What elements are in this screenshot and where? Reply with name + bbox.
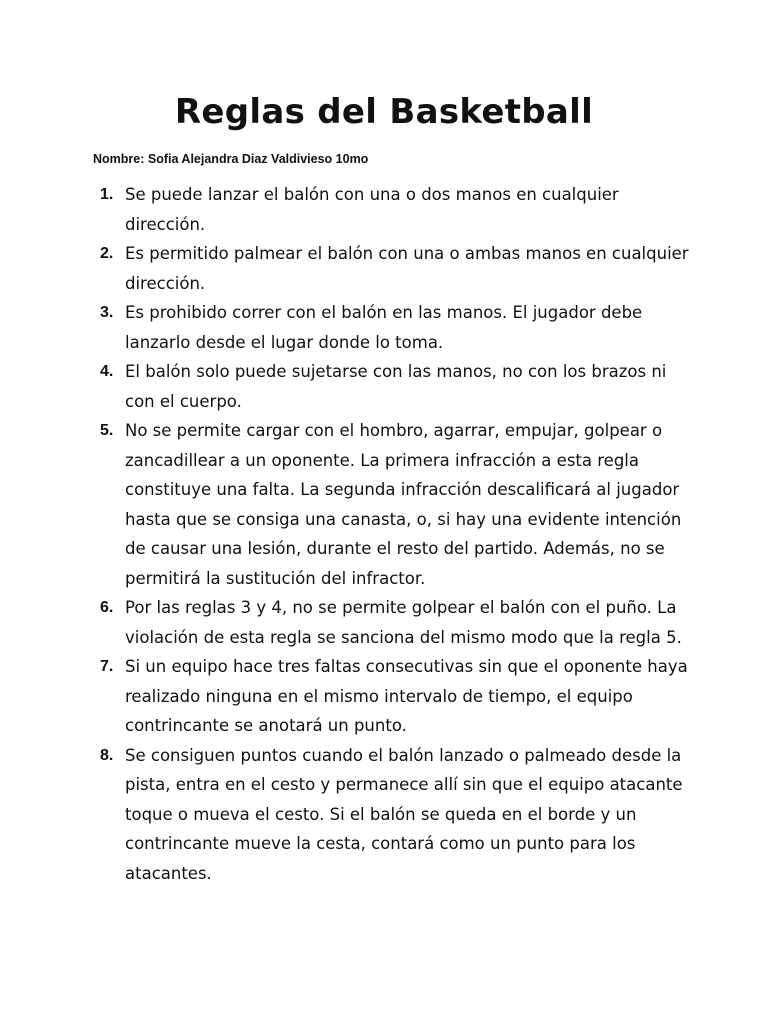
- rule-text: El balón solo puede sujetarse con las manos, no con los brazos ni con el cuerpo.: [125, 362, 667, 411]
- rule-text: No se permite cargar con el hombro, agarrar, empujar, golpear o zancadillear a un oponente. La primera infracción a esta regla constituye una falta. La segunda infracción descalificará al jugador hasta que se consiga una canasta, o, si hay una evidente intención de causar una lesión, durante el resto del partido. Además, no se permitirá la sustitución del infractor.: [125, 421, 682, 588]
- rule-item-5: [100, 416, 690, 593]
- rule-number: 1.: [100, 186, 114, 203]
- rule-text: Por las reglas 3 y 4, no se permite golpear el balón con el puño. La violación de esta regla se sanciona del mismo modo que la regla 5.: [125, 598, 682, 647]
- rule-item-7: [100, 652, 690, 741]
- rule-item-3: [100, 298, 690, 357]
- rule-item-1: [100, 180, 690, 239]
- author-line: Nombre: Sofia Alejandra Diaz Valdivieso 10mo: [93, 152, 369, 166]
- rule-text: Es permitido palmear el balón con una o ambas manos en cualquier dirección.: [125, 244, 689, 293]
- rules-list: [100, 180, 690, 888]
- rule-number: 7.: [100, 658, 114, 675]
- rule-number: 2.: [100, 245, 114, 262]
- rule-item-8: [100, 741, 690, 889]
- rule-number: 3.: [100, 304, 114, 321]
- rule-text: Se puede lanzar el balón con una o dos manos en cualquier dirección.: [125, 185, 619, 234]
- rule-item-2: [100, 239, 690, 298]
- rule-number: 6.: [100, 599, 114, 616]
- rule-number: 8.: [100, 746, 114, 764]
- rule-item-4: [100, 357, 690, 416]
- rule-number: 4.: [100, 363, 114, 380]
- rule-text: Se consiguen puntos cuando el balón lanzado o palmeado desde la pista, entra en el cesto y permanece allí sin que el equipo atacante toque o mueva el cesto. Si el balón se queda en el borde y un contrincante mueve la cesta, contará como un punto para los atacantes.: [125, 745, 683, 883]
- rule-text: Si un equipo hace tres faltas consecutivas sin que el oponente haya realizado ninguna en el mismo intervalo de tiempo, el equipo contrincante se anotará un punto.: [125, 657, 688, 735]
- rule-text: Es prohibido correr con el balón en las manos. El jugador debe lanzarlo desde el lugar donde lo toma.: [125, 303, 643, 352]
- rule-item-6: [100, 593, 690, 652]
- rule-number: 5.: [100, 422, 114, 439]
- document-title: Reglas del Basketball: [174, 92, 594, 132]
